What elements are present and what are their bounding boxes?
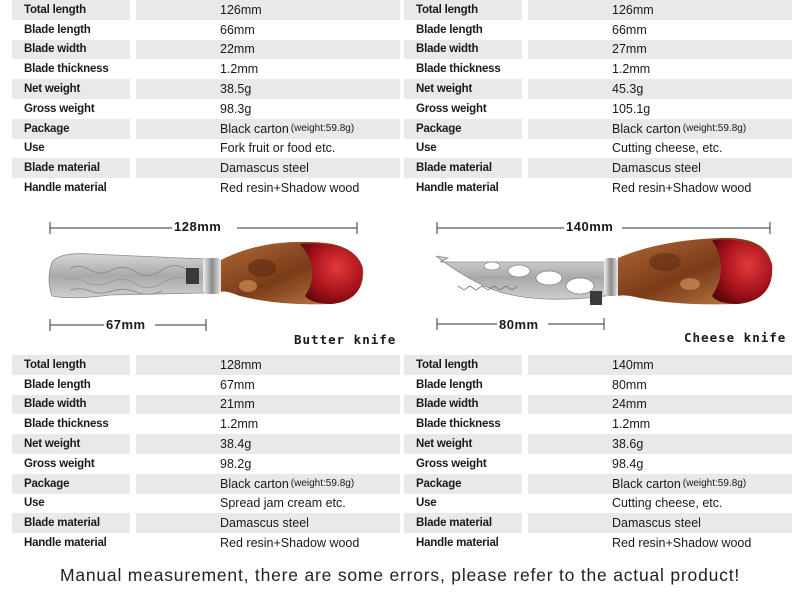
row-label: Blade width — [404, 395, 522, 415]
row-value-text: Black carton — [220, 476, 289, 491]
row-value-note: (weight:59.8g) — [290, 478, 355, 490]
row-label: Total length — [404, 355, 522, 375]
row-value-text: 98.4g — [612, 456, 644, 471]
row-value-text: 21mm — [220, 397, 255, 412]
row-label: Blade width — [404, 40, 522, 60]
row-value-text: 1.2mm — [220, 417, 259, 432]
row-value-text: 1.2mm — [220, 62, 259, 77]
row-value-text: 1.2mm — [612, 62, 651, 77]
row-value-text: Black carton — [612, 121, 681, 136]
row-label: Handle material — [416, 182, 499, 195]
row-value-text: Damascus steel — [220, 516, 309, 531]
row-value-text: 126mm — [220, 2, 262, 17]
row-value-text: 98.3g — [220, 101, 252, 116]
row-label: Package — [12, 119, 130, 139]
row-value-text: Damascus steel — [612, 161, 701, 176]
row-label: Blade width — [12, 40, 130, 60]
row-label: Blade length — [416, 23, 483, 36]
row-label: Use — [416, 497, 437, 510]
butter-knife-name: Butter knife — [294, 332, 397, 347]
row-value-text: 38.5g — [220, 82, 252, 97]
row-value-note: (weight:59.8g) — [290, 123, 355, 135]
row-label: Gross weight — [24, 102, 95, 115]
row-value-text: Red resin+Shadow wood — [612, 181, 752, 196]
row-value-text: Black carton — [220, 121, 289, 136]
row-label: Gross weight — [416, 102, 487, 115]
row-label: Gross weight — [416, 457, 487, 470]
row-value-text: 22mm — [220, 42, 255, 57]
row-label: Blade thickness — [24, 63, 109, 76]
row-value-text: 67mm — [220, 377, 255, 392]
row-label: Use — [24, 142, 45, 155]
row-label: Use — [416, 142, 437, 155]
row-label: Net weight — [404, 434, 522, 454]
row-label: Blade length — [24, 378, 91, 391]
row-label: Net weight — [12, 434, 130, 454]
row-label: Blade thickness — [416, 418, 501, 431]
row-value-text: Black carton — [612, 476, 681, 491]
row-label: Handle material — [416, 537, 499, 550]
row-label: Total length — [404, 0, 522, 20]
row-label: Total length — [12, 0, 130, 20]
row-label: Handle material — [24, 537, 107, 550]
row-value-text: 105.1g — [612, 101, 651, 116]
cheese-knife-image — [436, 238, 772, 305]
row-value-text: 128mm — [220, 357, 262, 372]
row-value-text: Fork fruit or food etc. — [220, 141, 336, 156]
row-value-text: Red resin+Shadow wood — [220, 536, 360, 551]
row-label: Total length — [12, 355, 130, 375]
row-label: Blade length — [416, 378, 483, 391]
row-label: Net weight — [12, 79, 130, 99]
row-value-text: 66mm — [220, 22, 255, 37]
row-label: Package — [404, 119, 522, 139]
row-label: Blade thickness — [416, 63, 501, 76]
row-label: Blade length — [24, 23, 91, 36]
row-label: Package — [404, 474, 522, 494]
butter-blade-length-label: 67mm — [106, 317, 146, 332]
row-label: Package — [12, 474, 130, 494]
row-value-text: 140mm — [612, 357, 654, 372]
cheese-total-length-label: 140mm — [566, 219, 614, 234]
row-label: Blade material — [12, 513, 130, 533]
row-value-text: Damascus steel — [612, 516, 701, 531]
cheese-knife-name: Cheese knife — [684, 330, 787, 345]
row-value-text: 80mm — [612, 377, 647, 392]
row-value-text: Red resin+Shadow wood — [612, 536, 752, 551]
row-label: Blade thickness — [24, 418, 109, 431]
row-label: Blade width — [12, 395, 130, 415]
butter-total-length-label: 128mm — [174, 219, 222, 234]
row-label: Blade material — [404, 158, 522, 178]
row-label: Blade material — [404, 513, 522, 533]
row-value-text: Red resin+Shadow wood — [220, 181, 360, 196]
row-label: Blade material — [12, 158, 130, 178]
row-label: Use — [24, 497, 45, 510]
row-label: Net weight — [404, 79, 522, 99]
row-value-note: (weight:59.8g) — [682, 478, 747, 490]
row-value-text: 24mm — [612, 397, 647, 412]
row-value-text: 45.3g — [612, 82, 644, 97]
row-value-text: Damascus steel — [220, 161, 309, 176]
row-value-text: 27mm — [612, 42, 647, 57]
row-value-text: 1.2mm — [612, 417, 651, 432]
row-value-text: 98.2g — [220, 456, 252, 471]
footer-disclaimer: Manual measurement, there are some errors, please refer to the actual product! — [59, 565, 741, 585]
cheese-blade-length-label: 80mm — [499, 317, 539, 332]
row-label: Handle material — [24, 182, 107, 195]
row-value-text: 126mm — [612, 2, 654, 17]
row-value-text: Cutting cheese, etc. — [612, 141, 723, 156]
row-value-note: (weight:59.8g) — [682, 123, 747, 135]
row-value-text: 38.6g — [612, 437, 644, 452]
row-value-text: Cutting cheese, etc. — [612, 496, 723, 511]
row-value-text: 38.4g — [220, 437, 252, 452]
row-label: Gross weight — [24, 457, 95, 470]
row-value-text: Spread jam cream etc. — [220, 496, 346, 511]
butter-knife-image — [49, 242, 363, 305]
row-value-text: 66mm — [612, 22, 647, 37]
